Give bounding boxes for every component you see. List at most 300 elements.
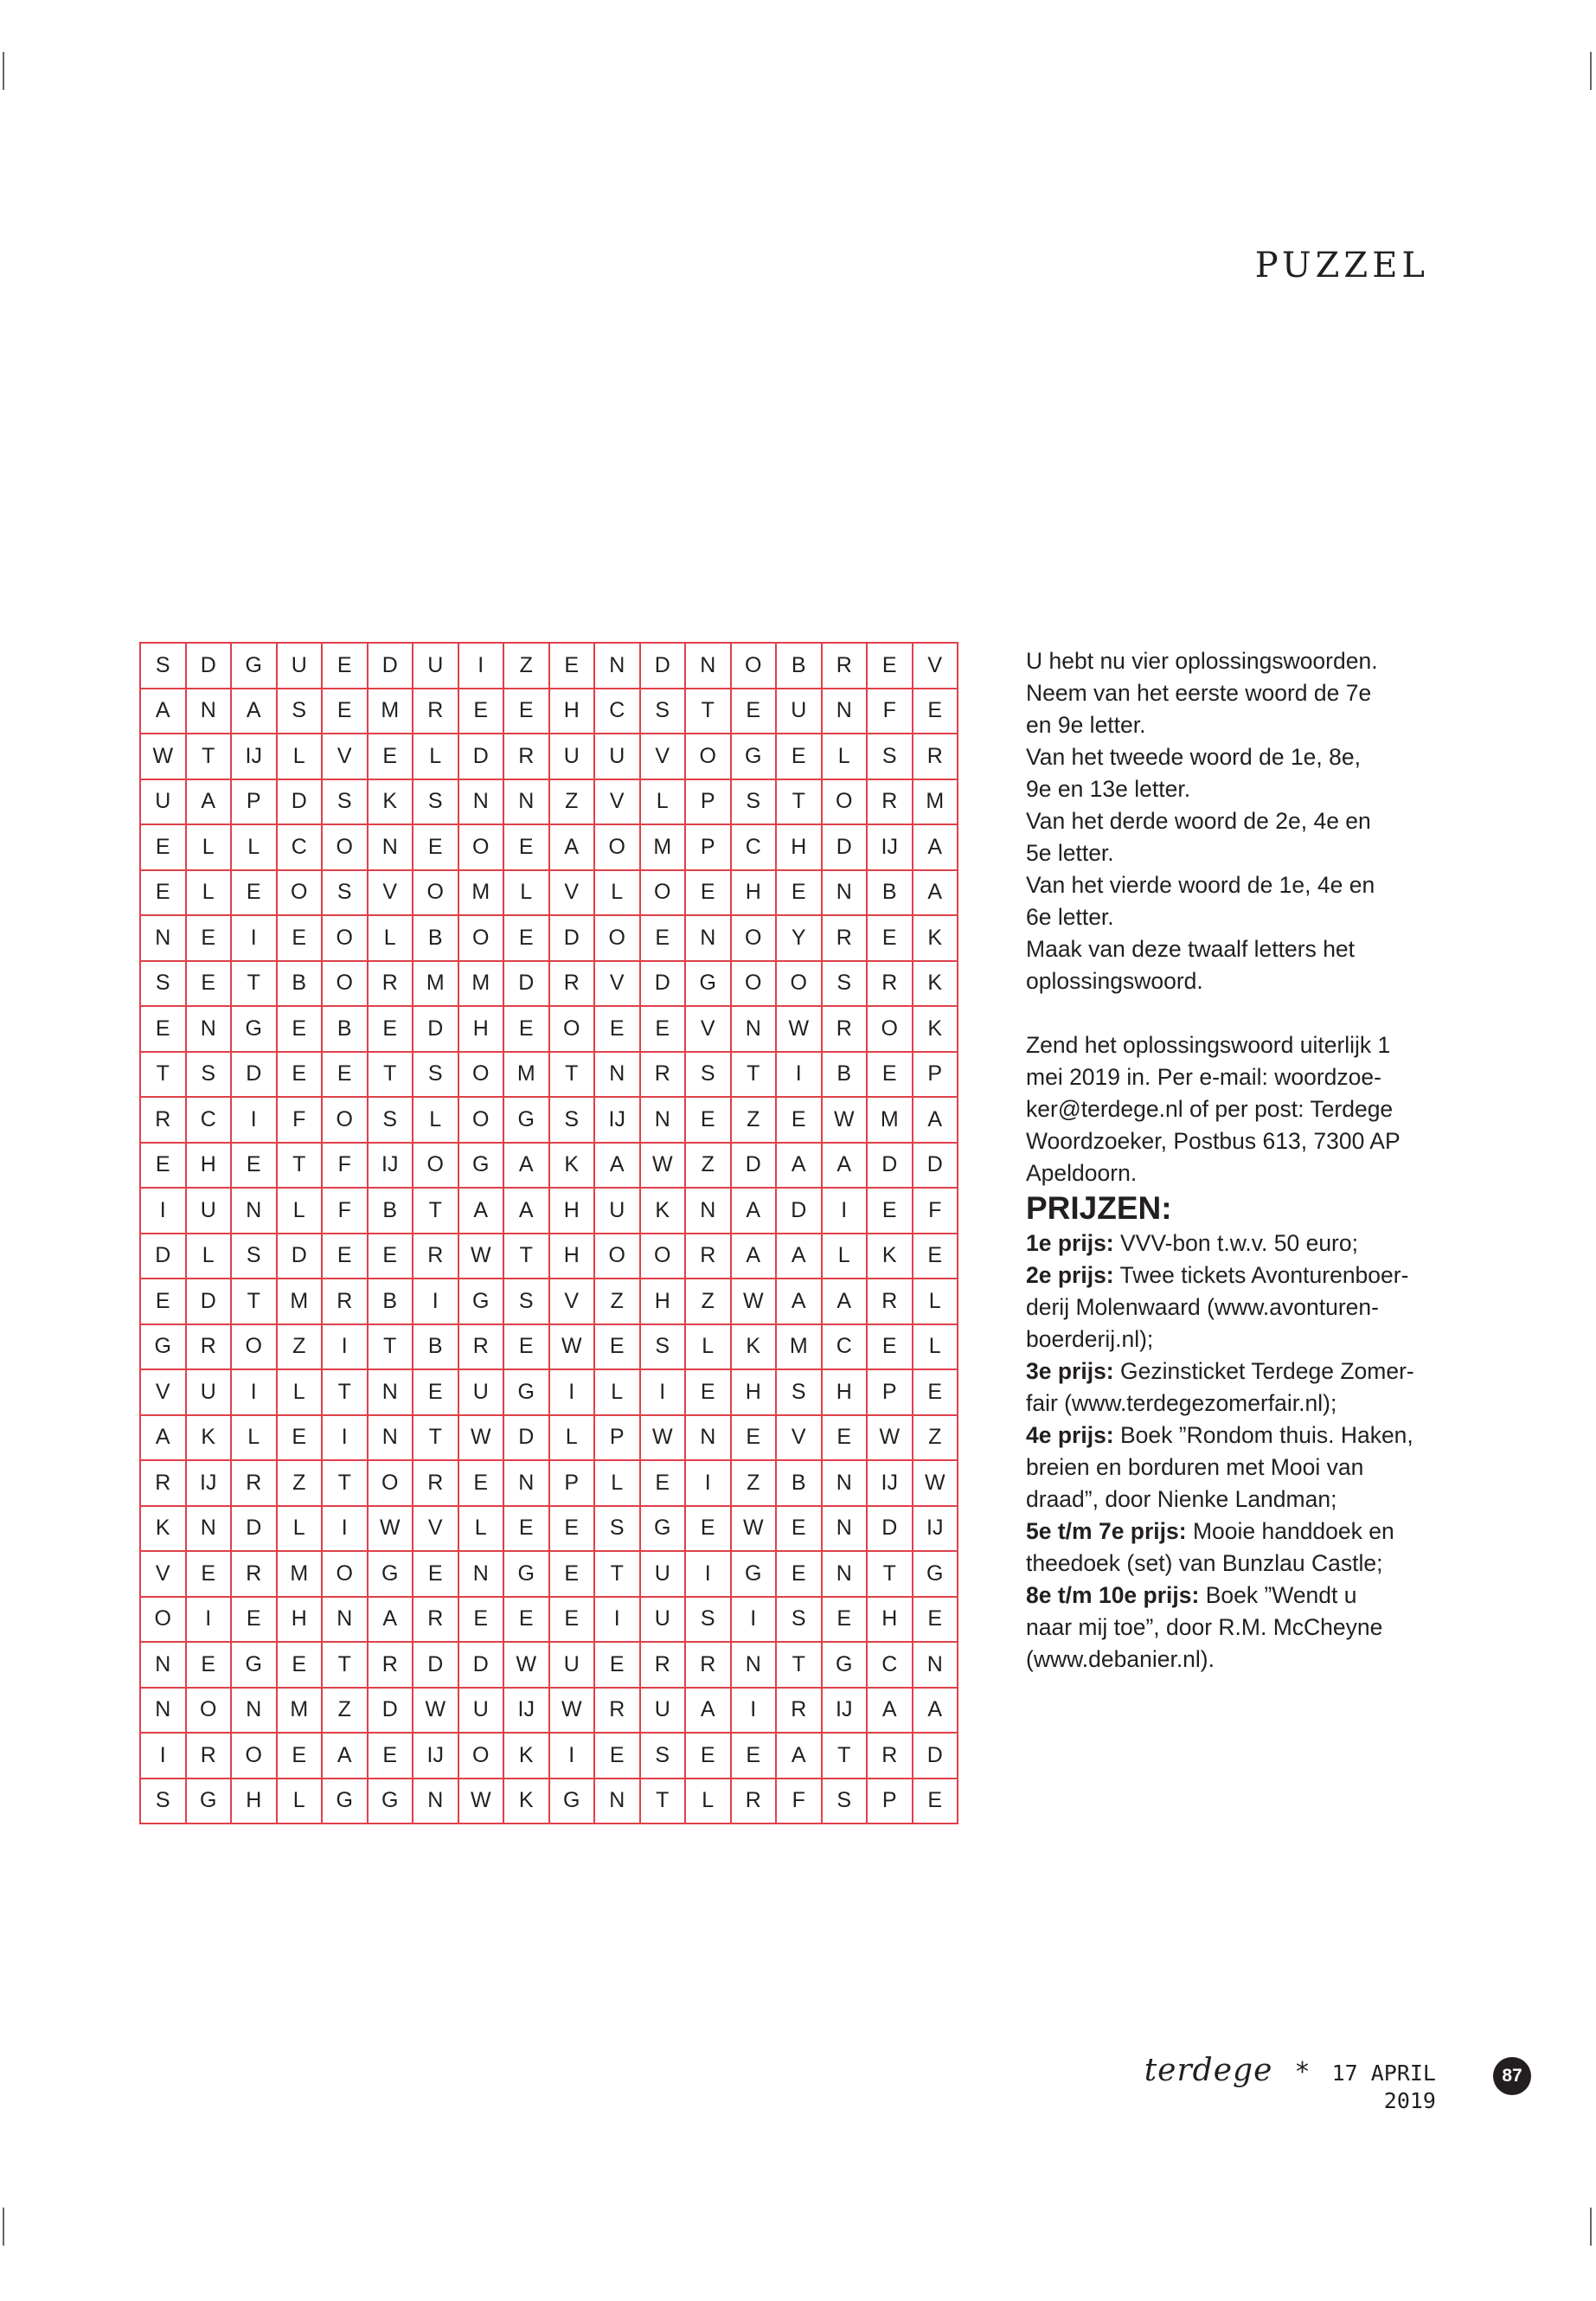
- grid-cell: E: [913, 1234, 958, 1279]
- grid-cell: T: [322, 1460, 368, 1506]
- grid-cell: O: [322, 915, 368, 961]
- grid-cell: P: [685, 779, 731, 825]
- grid-cell: K: [503, 1779, 549, 1824]
- grid-cell: T: [685, 689, 731, 734]
- grid-cell: D: [140, 1234, 186, 1279]
- grid-cell: H: [731, 1369, 777, 1415]
- grid-cell: N: [231, 1188, 277, 1234]
- grid-cell: E: [140, 1143, 186, 1189]
- grid-cell: U: [640, 1688, 686, 1734]
- grid-cell: D: [231, 1506, 277, 1552]
- grid-cell: R: [231, 1460, 277, 1506]
- grid-cell: N: [685, 1415, 731, 1461]
- grid-row: [140, 734, 958, 779]
- grid-cell: L: [231, 824, 277, 870]
- grid-cell: H: [277, 1597, 323, 1643]
- grid-cell: A: [503, 1188, 549, 1234]
- grid-cell: B: [322, 1006, 368, 1052]
- grid-cell: L: [277, 1779, 323, 1824]
- grid-cell: E: [549, 1551, 595, 1597]
- grid-cell: E: [277, 1415, 323, 1461]
- grid-cell: E: [913, 689, 958, 734]
- grid-cell: L: [594, 870, 640, 916]
- grid-cell: IJ: [413, 1733, 458, 1779]
- grid-cell: T: [503, 1234, 549, 1279]
- grid-cell: G: [186, 1779, 232, 1824]
- text-line: oplossingswoord.: [1026, 968, 1203, 994]
- grid-cell: U: [186, 1188, 232, 1234]
- submission-info: [1026, 1029, 1450, 1189]
- grid-cell: IJ: [186, 1460, 232, 1506]
- grid-cell: R: [231, 1551, 277, 1597]
- grid-cell: B: [277, 961, 323, 1007]
- grid-cell: I: [685, 1551, 731, 1597]
- grid-cell: M: [368, 689, 413, 734]
- grid-cell: V: [322, 734, 368, 779]
- grid-cell: N: [140, 1642, 186, 1688]
- grid-cell: T: [776, 1642, 822, 1688]
- grid-cell: E: [186, 1642, 232, 1688]
- grid-cell: L: [685, 1779, 731, 1824]
- grid-cell: I: [549, 1369, 595, 1415]
- grid-cell: IJ: [913, 1506, 958, 1552]
- grid-cell: E: [640, 1460, 686, 1506]
- grid-cell: R: [549, 961, 595, 1007]
- grid-cell: K: [549, 1143, 595, 1189]
- grid-cell: A: [731, 1188, 777, 1234]
- grid-cell: M: [867, 1097, 913, 1143]
- grid-cell: E: [277, 1006, 323, 1052]
- grid-cell: D: [368, 1688, 413, 1734]
- grid-cell: U: [640, 1597, 686, 1643]
- grid-cell: R: [867, 961, 913, 1007]
- grid-cell: R: [413, 1597, 458, 1643]
- grid-cell: H: [867, 1597, 913, 1643]
- grid-cell: R: [594, 1688, 640, 1734]
- grid-cell: N: [822, 1506, 868, 1552]
- grid-cell: T: [822, 1733, 868, 1779]
- text-line: mei 2019 in. Per e-mail: woordzoe-: [1026, 1064, 1381, 1090]
- grid-cell: R: [867, 779, 913, 825]
- grid-cell: U: [594, 1188, 640, 1234]
- crop-mark: [3, 52, 4, 90]
- grid-cell: V: [140, 1369, 186, 1415]
- grid-cell: D: [913, 1733, 958, 1779]
- grid-cell: E: [776, 1506, 822, 1552]
- grid-cell: R: [867, 1279, 913, 1324]
- grid-cell: E: [594, 1006, 640, 1052]
- grid-cell: N: [731, 1642, 777, 1688]
- grid-cell: L: [913, 1324, 958, 1370]
- grid-cell: M: [277, 1279, 323, 1324]
- grid-cell: E: [685, 1369, 731, 1415]
- grid-cell: I: [322, 1324, 368, 1370]
- grid-cell: S: [640, 1733, 686, 1779]
- brand-logo: terdege: [1144, 2053, 1273, 2088]
- grid-cell: N: [458, 1551, 504, 1597]
- grid-cell: D: [822, 824, 868, 870]
- prizes-title: PRIJZEN:: [1026, 1190, 1172, 1226]
- grid-cell: I: [413, 1279, 458, 1324]
- grid-cell: D: [640, 961, 686, 1007]
- grid-cell: O: [231, 1733, 277, 1779]
- grid-cell: R: [413, 1234, 458, 1279]
- grid-cell: IJ: [867, 824, 913, 870]
- grid-cell: T: [413, 1415, 458, 1461]
- grid-cell: W: [640, 1143, 686, 1189]
- grid-cell: O: [322, 1097, 368, 1143]
- grid-cell: T: [322, 1642, 368, 1688]
- grid-cell: L: [186, 1234, 232, 1279]
- crop-mark: [1590, 2208, 1592, 2246]
- grid-cell: E: [776, 734, 822, 779]
- grid-cell: K: [640, 1188, 686, 1234]
- grid-cell: P: [913, 1052, 958, 1098]
- grid-cell: U: [549, 734, 595, 779]
- grid-cell: G: [368, 1779, 413, 1824]
- grid-row: [140, 961, 958, 1007]
- grid-row: [140, 1006, 958, 1052]
- grid-cell: E: [368, 734, 413, 779]
- grid-cell: R: [822, 915, 868, 961]
- grid-cell: L: [186, 824, 232, 870]
- grid-cell: E: [640, 915, 686, 961]
- grid-cell: E: [503, 1324, 549, 1370]
- grid-cell: R: [186, 1324, 232, 1370]
- grid-cell: A: [731, 1234, 777, 1279]
- grid-row: [140, 1460, 958, 1506]
- text-line: Zend het oplossingswoord uiterlijk 1: [1026, 1032, 1391, 1058]
- grid-cell: H: [231, 1779, 277, 1824]
- grid-cell: P: [867, 1779, 913, 1824]
- grid-cell: E: [231, 1143, 277, 1189]
- grid-cell: T: [594, 1551, 640, 1597]
- grid-cell: N: [913, 1642, 958, 1688]
- grid-row: [140, 1279, 958, 1324]
- grid-cell: V: [413, 1506, 458, 1552]
- grid-cell: H: [731, 870, 777, 916]
- grid-cell: U: [594, 734, 640, 779]
- grid-cell: S: [867, 734, 913, 779]
- grid-cell: E: [913, 1369, 958, 1415]
- grid-cell: G: [231, 1642, 277, 1688]
- grid-cell: K: [731, 1324, 777, 1370]
- grid-cell: D: [186, 1279, 232, 1324]
- grid-row: [140, 1733, 958, 1779]
- prize-6: 8e t/m 10e prijs: Boek ”Wendt u naar mij toe”, door R.M. McCheyne (www.debanier.nl).: [1026, 1582, 1383, 1672]
- grid-cell: E: [503, 1597, 549, 1643]
- grid-cell: E: [503, 689, 549, 734]
- grid-cell: G: [913, 1551, 958, 1597]
- grid-cell: N: [368, 1415, 413, 1461]
- grid-cell: Z: [594, 1279, 640, 1324]
- grid-cell: V: [549, 1279, 595, 1324]
- grid-cell: N: [368, 1369, 413, 1415]
- grid-cell: V: [776, 1415, 822, 1461]
- grid-cell: D: [549, 915, 595, 961]
- grid-cell: N: [503, 779, 549, 825]
- grid-cell: M: [458, 961, 504, 1007]
- grid-cell: T: [186, 734, 232, 779]
- grid-cell: R: [685, 1234, 731, 1279]
- grid-cell: V: [549, 870, 595, 916]
- grid-cell: O: [458, 824, 504, 870]
- grid-cell: S: [322, 779, 368, 825]
- grid-cell: D: [731, 1143, 777, 1189]
- grid-cell: N: [140, 1688, 186, 1734]
- grid-cell: C: [822, 1324, 868, 1370]
- grid-cell: O: [413, 1143, 458, 1189]
- grid-cell: D: [413, 1642, 458, 1688]
- grid-cell: K: [503, 1733, 549, 1779]
- grid-cell: R: [822, 1006, 868, 1052]
- grid-cell: IJ: [231, 734, 277, 779]
- grid-cell: L: [413, 734, 458, 779]
- grid-cell: A: [140, 689, 186, 734]
- prize-5: 5e t/m 7e prijs: Mooie handdoek en theedoek (set) van Bunzlau Castle;: [1026, 1518, 1394, 1576]
- grid-cell: L: [503, 870, 549, 916]
- grid-cell: E: [140, 1006, 186, 1052]
- grid-cell: A: [822, 1279, 868, 1324]
- grid-cell: A: [913, 1097, 958, 1143]
- grid-row: [140, 1506, 958, 1552]
- grid-cell: R: [140, 1460, 186, 1506]
- grid-cell: V: [594, 779, 640, 825]
- grid-cell: G: [685, 961, 731, 1007]
- grid-cell: G: [231, 1006, 277, 1052]
- grid-cell: E: [822, 1415, 868, 1461]
- grid-cell: K: [186, 1415, 232, 1461]
- grid-row: [140, 1779, 958, 1824]
- text-line: Woordzoeker, Postbus 613, 7300 AP: [1026, 1128, 1401, 1154]
- grid-cell: E: [685, 1097, 731, 1143]
- grid-cell: W: [458, 1415, 504, 1461]
- grid-cell: L: [368, 915, 413, 961]
- grid-cell: I: [731, 1688, 777, 1734]
- grid-cell: U: [458, 1688, 504, 1734]
- grid-cell: E: [731, 1415, 777, 1461]
- grid-cell: E: [731, 689, 777, 734]
- grid-cell: D: [277, 779, 323, 825]
- grid-cell: A: [822, 1143, 868, 1189]
- grid-cell: E: [867, 1188, 913, 1234]
- grid-cell: L: [277, 734, 323, 779]
- grid-cell: O: [685, 734, 731, 779]
- grid-cell: E: [503, 915, 549, 961]
- grid-cell: T: [867, 1551, 913, 1597]
- grid-cell: T: [776, 779, 822, 825]
- grid-cell: O: [458, 915, 504, 961]
- grid-cell: Z: [913, 1415, 958, 1461]
- grid-cell: A: [776, 1733, 822, 1779]
- grid-cell: A: [186, 779, 232, 825]
- grid-row: [140, 1234, 958, 1279]
- grid-cell: L: [186, 870, 232, 916]
- grid-cell: C: [277, 824, 323, 870]
- grid-cell: N: [685, 915, 731, 961]
- grid-cell: H: [822, 1369, 868, 1415]
- grid-cell: L: [231, 1415, 277, 1461]
- grid-cell: A: [913, 1688, 958, 1734]
- grid-cell: M: [277, 1688, 323, 1734]
- grid-cell: IJ: [503, 1688, 549, 1734]
- grid-cell: O: [458, 1097, 504, 1143]
- grid-cell: L: [822, 734, 868, 779]
- grid-cell: K: [867, 1234, 913, 1279]
- grid-row: [140, 1551, 958, 1597]
- grid-cell: E: [685, 1506, 731, 1552]
- grid-cell: E: [413, 824, 458, 870]
- grid-cell: R: [413, 1460, 458, 1506]
- grid-cell: I: [186, 1597, 232, 1643]
- grid-cell: T: [231, 961, 277, 1007]
- text-line: 9e en 13e letter.: [1026, 776, 1191, 802]
- grid-cell: G: [231, 643, 277, 689]
- grid-cell: N: [822, 870, 868, 916]
- grid-cell: H: [776, 824, 822, 870]
- grid-cell: P: [549, 1460, 595, 1506]
- grid-cell: I: [231, 915, 277, 961]
- grid-cell: S: [231, 1234, 277, 1279]
- grid-cell: A: [368, 1597, 413, 1643]
- grid-cell: R: [322, 1279, 368, 1324]
- grid-cell: I: [731, 1597, 777, 1643]
- grid-cell: A: [549, 824, 595, 870]
- grid-cell: V: [368, 870, 413, 916]
- grid-cell: P: [594, 1415, 640, 1461]
- grid-cell: N: [186, 689, 232, 734]
- grid-cell: T: [640, 1779, 686, 1824]
- grid-cell: O: [322, 824, 368, 870]
- grid-cell: P: [867, 1369, 913, 1415]
- grid-cell: O: [186, 1688, 232, 1734]
- grid-row: [140, 1642, 958, 1688]
- grid-cell: O: [640, 870, 686, 916]
- star-separator: *: [1294, 2057, 1311, 2087]
- grid-cell: G: [503, 1369, 549, 1415]
- grid-row: [140, 1097, 958, 1143]
- grid-cell: G: [140, 1324, 186, 1370]
- grid-cell: L: [913, 1279, 958, 1324]
- grid-cell: Z: [731, 1097, 777, 1143]
- footer: [1125, 2053, 1436, 2113]
- grid-cell: S: [776, 1369, 822, 1415]
- grid-cell: E: [594, 1733, 640, 1779]
- grid-cell: G: [458, 1143, 504, 1189]
- crop-mark: [3, 2208, 4, 2246]
- grid-cell: N: [186, 1006, 232, 1052]
- grid-cell: R: [368, 961, 413, 1007]
- grid-cell: S: [822, 1779, 868, 1824]
- grid-cell: E: [186, 961, 232, 1007]
- grid-cell: N: [640, 1097, 686, 1143]
- grid-cell: O: [277, 870, 323, 916]
- grid-cell: R: [140, 1097, 186, 1143]
- grid-cell: F: [867, 689, 913, 734]
- grid-cell: L: [413, 1097, 458, 1143]
- grid-cell: O: [822, 779, 868, 825]
- grid-cell: W: [731, 1279, 777, 1324]
- grid-cell: E: [186, 915, 232, 961]
- grid-cell: IJ: [822, 1688, 868, 1734]
- grid-cell: L: [458, 1506, 504, 1552]
- grid-cell: I: [594, 1597, 640, 1643]
- grid-cell: S: [594, 1506, 640, 1552]
- grid-cell: W: [458, 1234, 504, 1279]
- grid-cell: E: [231, 1597, 277, 1643]
- word-search-grid: [139, 642, 958, 1824]
- grid-cell: D: [277, 1234, 323, 1279]
- grid-cell: D: [368, 643, 413, 689]
- grid-cell: N: [822, 1460, 868, 1506]
- grid-cell: N: [822, 1551, 868, 1597]
- grid-cell: H: [186, 1143, 232, 1189]
- grid-cell: G: [731, 734, 777, 779]
- grid-cell: E: [186, 1551, 232, 1597]
- grid-row: [140, 1597, 958, 1643]
- grid-cell: C: [731, 824, 777, 870]
- page-number: 87: [1493, 2057, 1531, 2095]
- grid-cell: Z: [685, 1279, 731, 1324]
- grid-cell: S: [503, 1279, 549, 1324]
- grid-cell: E: [277, 1052, 323, 1098]
- grid-cell: E: [503, 1006, 549, 1052]
- grid-cell: I: [231, 1369, 277, 1415]
- grid-cell: M: [277, 1551, 323, 1597]
- grid-row: [140, 1188, 958, 1234]
- grid-cell: D: [503, 1415, 549, 1461]
- grid-cell: L: [685, 1324, 731, 1370]
- grid-cell: S: [277, 689, 323, 734]
- grid-cell: E: [413, 1551, 458, 1597]
- grid-cell: N: [503, 1460, 549, 1506]
- grid-cell: E: [640, 1006, 686, 1052]
- grid-cell: E: [140, 870, 186, 916]
- grid-row: [140, 1369, 958, 1415]
- grid-cell: A: [776, 1234, 822, 1279]
- grid-cell: W: [913, 1460, 958, 1506]
- grid-cell: N: [594, 643, 640, 689]
- grid-cell: F: [277, 1097, 323, 1143]
- grid-cell: O: [731, 961, 777, 1007]
- grid-cell: A: [913, 824, 958, 870]
- grid-cell: G: [503, 1551, 549, 1597]
- grid-cell: Z: [685, 1143, 731, 1189]
- grid-cell: F: [322, 1143, 368, 1189]
- sidebar-text: [1026, 645, 1450, 1676]
- grid-cell: D: [231, 1052, 277, 1098]
- grid-row: [140, 1143, 958, 1189]
- grid-row: [140, 1415, 958, 1461]
- grid-cell: O: [140, 1597, 186, 1643]
- grid-cell: S: [322, 870, 368, 916]
- grid-cell: E: [458, 1597, 504, 1643]
- grid-cell: G: [503, 1097, 549, 1143]
- grid-cell: I: [640, 1369, 686, 1415]
- grid-cell: L: [277, 1188, 323, 1234]
- grid-cell: R: [685, 1642, 731, 1688]
- grid-cell: IJ: [594, 1097, 640, 1143]
- grid-cell: E: [776, 1097, 822, 1143]
- grid-cell: S: [140, 643, 186, 689]
- grid-cell: E: [368, 1733, 413, 1779]
- grid-cell: A: [685, 1688, 731, 1734]
- grid-row: [140, 643, 958, 689]
- grid-cell: U: [186, 1369, 232, 1415]
- grid-cell: L: [594, 1369, 640, 1415]
- grid-cell: H: [640, 1279, 686, 1324]
- grid-cell: L: [277, 1506, 323, 1552]
